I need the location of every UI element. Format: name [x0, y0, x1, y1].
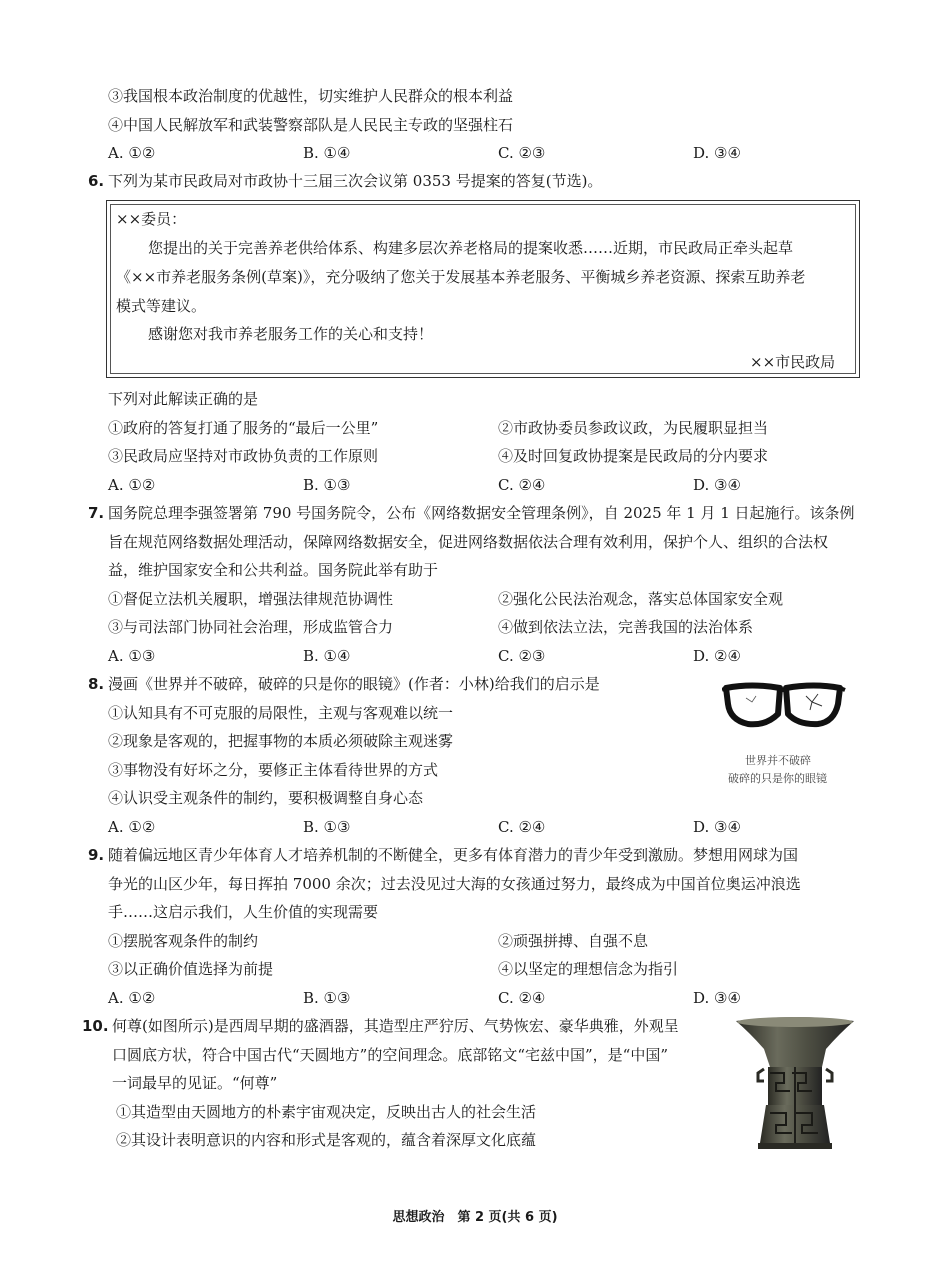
q6-item-1: ①政府的答复打通了服务的“最后一公里” — [108, 419, 379, 437]
q7-item-1: ①督促立法机关履职，增强法律规范协调性 — [108, 590, 394, 608]
q5-option-d[interactable]: D. ③④ — [693, 144, 741, 162]
q9-item-4: ④以坚定的理想信念为指引 — [498, 960, 679, 978]
q8-item-2: ②现象是客观的，把握事物的本质必须破除主观迷雾 — [108, 732, 454, 750]
cartoon-caption-line1: 世界并不破碎 — [745, 754, 811, 767]
q7-number: 7. — [88, 504, 105, 522]
q5-option-b[interactable]: B. ①④ — [303, 144, 351, 162]
q10-item-1: ①其造型由天圆地方的朴素宇宙观决定，反映出古人的社会生活 — [116, 1103, 537, 1121]
q9-item-1: ①摆脱客观条件的制约 — [108, 932, 259, 950]
q8-number: 8. — [88, 675, 105, 693]
q8-item-1: ①认知具有不可克服的局限性，主观与客观难以统一 — [108, 704, 454, 722]
q10-line2: 口圆底方状，符合中国古代“天圆地方”的空间理念。底部铭文“宅兹中国”，是“中国” — [112, 1046, 669, 1064]
cartoon-caption-line2: 破碎的只是你的眼镜 — [728, 772, 827, 785]
letter-p1-line1: 您提出的关于完善养老供给体系、构建多层次养老格局的提案收悉……近期，市民政局正牵头起草 — [148, 239, 794, 257]
q9-option-c[interactable]: C. ②④ — [498, 989, 546, 1007]
q7-line2: 旨在规范网络数据处理活动，保障网络数据安全，促进网络数据依法合理有效利用，保护个人、组织的合法权 — [108, 533, 829, 551]
q6-stem: 下列为某市民政局对市政协十三届三次会议第 0353 号提案的答复(节选)。 — [108, 172, 603, 190]
q8-option-a[interactable]: A. ①② — [108, 818, 156, 836]
q7-line3: 益，维护国家安全和公共利益。国务院此举有助于 — [108, 561, 439, 579]
letter-signature: ××市民政局 — [750, 353, 836, 371]
q9-line1: 随着偏远地区青少年体育人才培养机制的不断健全，更多有体育潜力的青少年受到激励。梦想用网球为国 — [108, 846, 799, 864]
q7-option-b[interactable]: B. ①④ — [303, 647, 351, 665]
q7-option-a[interactable]: A. ①③ — [108, 647, 156, 665]
broken-glasses-cartoon — [722, 680, 846, 730]
page-footer: 思想政治 第 2 页(共 6 页) — [392, 1210, 558, 1225]
q6-option-d[interactable]: D. ③④ — [693, 476, 741, 494]
q9-line2: 争光的山区少年，每日挥拍 7000 余次；过去没见过大海的女孩通过努力，最终成为中国首位奥运冲浪选 — [108, 875, 801, 893]
q6-item-2: ②市政协委员参政议政，为民履职显担当 — [498, 419, 769, 437]
q8-option-b[interactable]: B. ①③ — [303, 818, 351, 836]
q7-item-3: ③与司法部门协同社会治理，形成监管合力 — [108, 618, 394, 636]
q6-item-4: ④及时回复政协提案是民政局的分内要求 — [498, 447, 769, 465]
q6-option-b[interactable]: B. ①③ — [303, 476, 351, 494]
q9-item-3: ③以正确价值选择为前提 — [108, 960, 274, 978]
q7-line1: 国务院总理李强签署第 790 号国务院令，公布《网络数据安全管理条例》，自 2025 年 1 月 1 日起施行。该条例 — [108, 504, 855, 522]
q9-item-2: ②顽强拼搏、自强不息 — [498, 932, 649, 950]
q10-line1: 何尊(如图所示)是西周早期的盛酒器，其造型庄严狞厉、气势恢宏、豪华典雅，外观呈 — [112, 1017, 679, 1035]
q7-option-c[interactable]: C. ②③ — [498, 647, 546, 665]
q7-item-2: ②强化公民法治观念，落实总体国家安全观 — [498, 590, 784, 608]
q7-option-d[interactable]: D. ②④ — [693, 647, 741, 665]
q8-stem: 漫画《世界并不破碎，破碎的只是你的眼镜》(作者：小林)给我们的启示是 — [108, 675, 600, 693]
q6-number: 6. — [88, 172, 105, 190]
q7-item-4: ④做到依法立法，完善我国的法治体系 — [498, 618, 754, 636]
q9-number: 9. — [88, 846, 105, 864]
q10-item-2: ②其设计表明意识的内容和形式是客观的，蕴含着深厚文化底蕴 — [116, 1131, 537, 1149]
q9-option-b[interactable]: B. ①③ — [303, 989, 351, 1007]
q6-question: 下列对此解读正确的是 — [108, 390, 259, 408]
q9-option-d[interactable]: D. ③④ — [693, 989, 741, 1007]
q5-item-3: ③我国根本政治制度的优越性，切实维护人民群众的根本利益 — [108, 87, 514, 105]
letter-p1-line2: 《××市养老服务条例(草案)》，充分吸纳了您关于发展基本养老服务、平衡城乡养老资源、探索互助养老 — [116, 268, 806, 286]
q5-option-a[interactable]: A. ①② — [108, 144, 156, 162]
q6-letter-box — [106, 200, 860, 378]
q5-option-c[interactable]: C. ②③ — [498, 144, 546, 162]
q8-item-3: ③事物没有好坏之分，要修正主体看待世界的方式 — [108, 761, 439, 779]
q8-option-d[interactable]: D. ③④ — [693, 818, 741, 836]
q9-option-a[interactable]: A. ①② — [108, 989, 156, 1007]
letter-salutation: ××委员： — [116, 210, 187, 228]
letter-p1-line3: 模式等建议。 — [116, 297, 207, 315]
q6-option-c[interactable]: C. ②④ — [498, 476, 546, 494]
q6-item-3: ③民政局应坚持对市政协负责的工作原则 — [108, 447, 379, 465]
q6-option-a[interactable]: A. ①② — [108, 476, 156, 494]
q5-item-4: ④中国人民解放军和武装警察部队是人民民主专政的坚强柱石 — [108, 116, 514, 134]
q10-number: 10. — [82, 1017, 109, 1035]
letter-p2: 感谢您对我市养老服务工作的关心和支持！ — [148, 325, 434, 343]
q9-line3: 手……这启示我们，人生价值的实现需要 — [108, 903, 379, 921]
q10-line3: 一词最早的见证。“何尊” — [112, 1074, 278, 1092]
he-zun-bronze-vessel — [730, 1015, 860, 1153]
q8-item-4: ④认识受主观条件的制约，要积极调整自身心态 — [108, 789, 424, 807]
q8-option-c[interactable]: C. ②④ — [498, 818, 546, 836]
